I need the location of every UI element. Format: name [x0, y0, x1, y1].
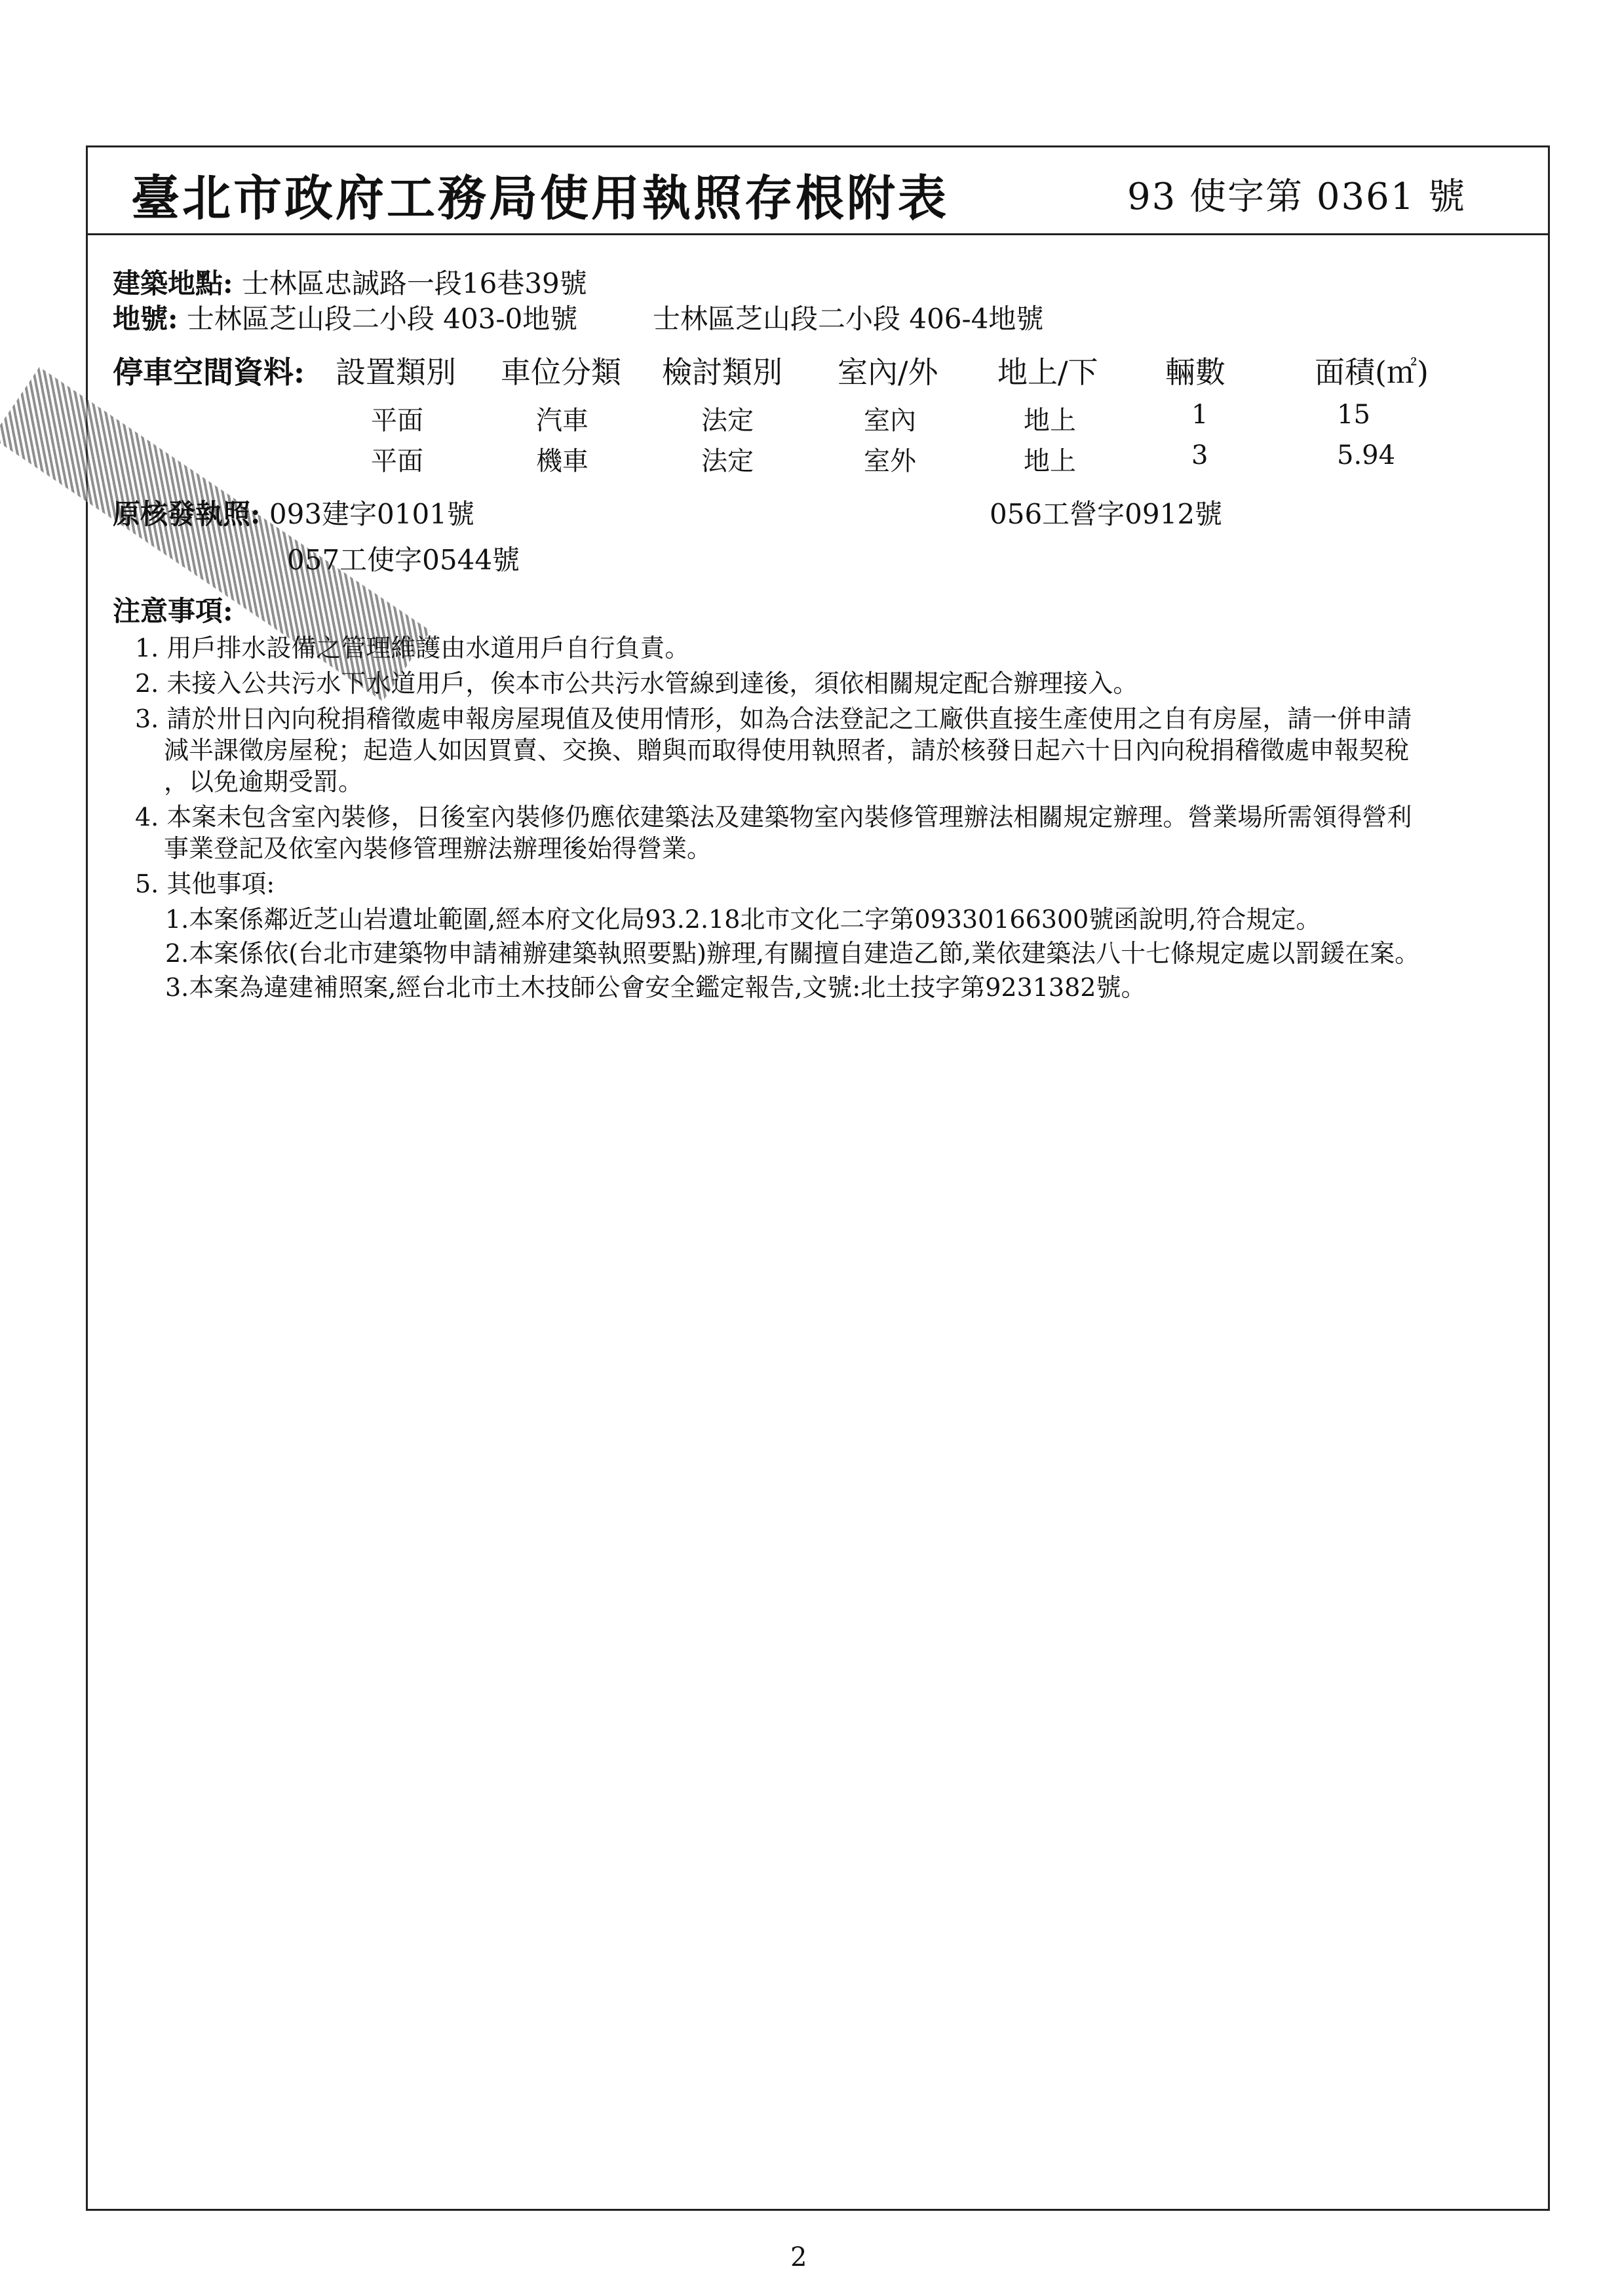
permit-number: 93 使字第 0361 號: [1127, 176, 1467, 218]
table-cell: 機車: [536, 446, 588, 476]
parking-header-indoor: 室內/外: [838, 354, 938, 390]
table-cell: 地上: [1024, 446, 1076, 476]
original-permit-1: 093建字0101號: [269, 498, 474, 530]
notes-label: 注意事項:: [113, 595, 233, 627]
note-item: 減半課徵房屋稅；起造人如因買賣、交換、贈與而取得使用執照者，請於核發日起六十日內向稅捐稽徵處申報契稅: [164, 736, 1410, 765]
parking-header-count: 輛數: [1165, 354, 1225, 390]
note-item: 2. 未接入公共污水下水道用戶，俟本市公共污水管線到達後，須依相關規定配合辦理接入。: [135, 669, 1138, 698]
address-row: [113, 262, 587, 301]
note-item: 5. 其他事項:: [135, 870, 275, 898]
table-cell: 3: [1191, 440, 1208, 470]
address-value: 士林區忠誠路一段16巷39號: [241, 267, 587, 299]
note-item: 4. 本案未包含室內裝修，日後室內裝修仍應依建築法及建築物室內裝修管理辦法相關規定辦理。營業場所需領得營利: [135, 803, 1412, 832]
note-item: 3. 請於卅日內向稅捐稽徵處申報房屋現值及使用情形，如為合法登記之工廠供直接生產使用之自有房屋，請一併申請: [135, 704, 1412, 733]
lot-value-1: 士林區芝山段二小段 403-0地號: [186, 303, 578, 335]
note-item: 事業登記及依室內裝修管理辦法辦理後始得營業。: [164, 834, 712, 863]
table-cell: 5.94: [1337, 440, 1396, 470]
table-cell: 法定: [701, 406, 754, 436]
note-sub-item: 2.本案係依(台北市建築物申請補辦建築執照要點)辦理,有關擅自建造乙節,業依建築法八十七條規定處以罰鍰在案。: [165, 939, 1420, 968]
table-cell: 平面: [371, 446, 423, 476]
note-item: 1. 用戶排水設備之管理維護由水道用戶自行負責。: [135, 634, 690, 662]
document-frame: [86, 145, 1550, 2211]
page-title: 臺北市政府工務局使用執照存根附表: [131, 170, 949, 227]
note-sub-item: 1.本案係鄰近芝山岩遺址範圍,經本府文化局93.2.18北市文化二字第09330166300號函說明,符合規定。: [165, 905, 1321, 934]
parking-header-area: 面積(㎡): [1315, 354, 1429, 390]
title-divider: [86, 233, 1550, 235]
original-permit-row: [113, 493, 474, 532]
original-permit-label: 原核發執照:: [113, 498, 261, 530]
original-permit-2: 056工營字0912號: [990, 498, 1223, 530]
original-permit-3: 057工使字0544號: [287, 544, 520, 576]
table-cell: 法定: [701, 446, 754, 476]
parking-label: 停車空間資料:: [113, 354, 305, 390]
table-cell: 地上: [1024, 406, 1076, 436]
parking-header-level: 地上/下: [997, 354, 1098, 390]
lot-value-2: 士林區芝山段二小段 406-4地號: [653, 303, 1044, 335]
page-number: 2: [790, 2242, 807, 2272]
table-cell: 汽車: [536, 406, 588, 436]
note-item: ，以免逾期受罰。: [164, 767, 364, 796]
table-cell: 室內: [864, 406, 916, 436]
table-cell: 15: [1337, 400, 1370, 430]
lot-label: 地號:: [113, 303, 178, 335]
lot-row: [113, 297, 577, 337]
parking-header-type: 車位分類: [501, 354, 621, 390]
parking-header-setup: 設置類別: [336, 354, 456, 390]
table-cell: 室外: [864, 446, 916, 476]
table-cell: 平面: [371, 406, 423, 436]
address-label: 建築地點:: [113, 267, 233, 299]
parking-header-review: 檢討類別: [662, 354, 782, 390]
note-sub-item: 3.本案為違建補照案,經台北市土木技師公會安全鑑定報告,文號:北土技字第9231382號。: [165, 973, 1146, 1002]
table-cell: 1: [1191, 400, 1208, 430]
